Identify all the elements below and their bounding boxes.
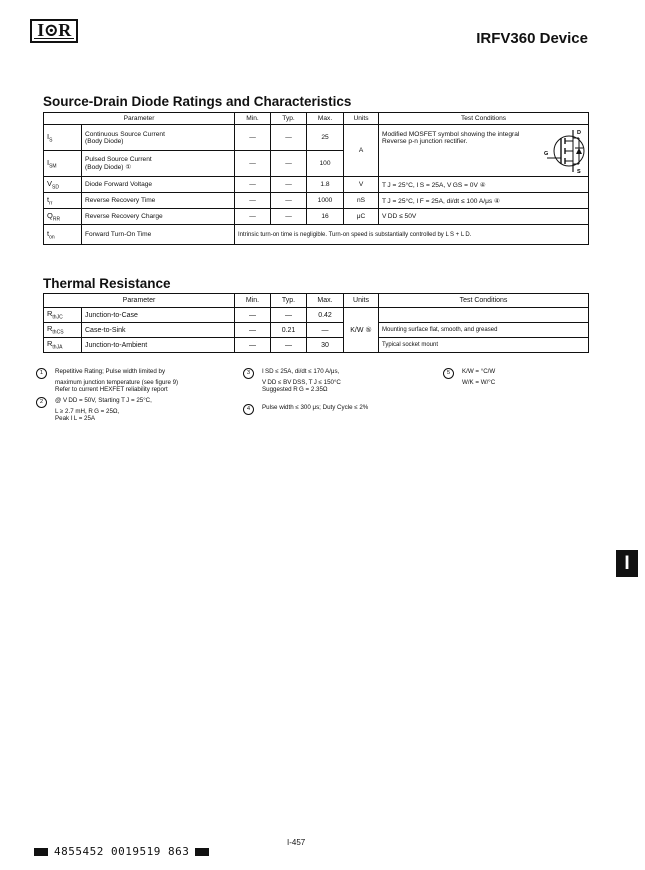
parameter: Junction-to-Ambient (82, 338, 235, 353)
header-max: Max. (307, 113, 344, 125)
header-units: Units (344, 294, 379, 308)
test-condition: V DD ≤ 50V (379, 209, 589, 225)
min-value: — (235, 193, 271, 209)
max-value: 100 (307, 151, 344, 177)
max-value: — (307, 323, 344, 338)
min-value: — (235, 323, 271, 338)
typ-value: — (271, 151, 307, 177)
min-value: — (235, 338, 271, 353)
symbol: $R_{thJC}$ (44, 308, 82, 323)
svg-text:D: D (577, 130, 581, 136)
parameter: Diode Forward Voltage (82, 177, 235, 193)
barcode-block-icon (34, 848, 48, 856)
units-value: K/W ⑤ (344, 308, 379, 353)
max-value: 0.42 (307, 308, 344, 323)
header-max: Max. (307, 294, 344, 308)
header-min: Min. (235, 113, 271, 125)
footnote-3: 3 I SD ≤ 25A, di/dt ≤ 170 A/μs, V DD ≤ BV DSS, T J ≤ 150°C Suggested R G = 2.35Ω (243, 368, 433, 394)
turn-on-note: Intrinsic turn-on time is negligible. Turn-on speed is substantially controlled by L S + L D. (235, 225, 589, 245)
test-condition: Mounting surface flat, smooth, and greased (379, 323, 589, 338)
table-row (44, 338, 589, 353)
symbol: $t_{on}$ (44, 225, 82, 245)
parameter: Reverse Recovery Charge (82, 209, 235, 225)
barcode-text: 4855452 0019519 863 (54, 845, 190, 858)
thermal-table (43, 293, 589, 353)
table-row (44, 308, 589, 323)
units-value: A (344, 125, 379, 177)
header-typ: Typ. (271, 113, 307, 125)
table-row (44, 193, 589, 209)
typ-value: — (271, 338, 307, 353)
thermal-table-header (44, 294, 589, 308)
max-value: 30 (307, 338, 344, 353)
section-tab-marker: I (616, 550, 638, 577)
diode-table-header (44, 113, 589, 125)
footnote-5: 5 K/W = °C/W W/K = W/°C (443, 368, 563, 386)
footnote-4: 4 Pulse width ≤ 300 μs; Duty Cycle ≤ 2% (243, 404, 433, 415)
test-condition: T J = 25°C, I S = 25A, V GS = 0V ④ (379, 177, 589, 193)
max-value: 1.8 (307, 177, 344, 193)
symbol: $t_{rr}$ (44, 193, 82, 209)
symbol: $I_S$ (44, 125, 82, 151)
thermal-section-title: Thermal Resistance (43, 276, 171, 291)
typ-value: — (271, 193, 307, 209)
min-value: — (235, 151, 271, 177)
parameter: Junction-to-Case (82, 308, 235, 323)
parameter: Forward Turn-On Time (82, 225, 235, 245)
header-parameter: Parameter (44, 294, 235, 308)
diode-table (43, 112, 589, 245)
max-value: 16 (307, 209, 344, 225)
mosfet-symbol-icon (543, 128, 585, 174)
device-title: IRFV360 Device (476, 30, 588, 47)
units-value: μC (344, 209, 379, 225)
svg-text:S: S (577, 169, 581, 174)
test-condition: T J = 25°C, I F = 25A, di/dt ≤ 100 A/μs ④ (379, 193, 589, 209)
symbol: $R_{thJA}$ (44, 338, 82, 353)
symbol: $Q_{RR}$ (44, 209, 82, 225)
test-condition (379, 308, 589, 323)
parameter: Case-to-Sink (82, 323, 235, 338)
table-row (44, 225, 589, 245)
page-number: I-457 (287, 838, 306, 847)
header-conditions: Test Conditions (379, 113, 589, 125)
units-value: nS (344, 193, 379, 209)
condition-text: Modified MOSFET symbol showing the integral Reverse p-n junction rectifier. (382, 131, 520, 145)
typ-value: — (271, 209, 307, 225)
parameter: Pulsed Source Current (Body Diode) ① (82, 151, 235, 177)
units-value: V (344, 177, 379, 193)
svg-text:G: G (544, 151, 549, 157)
header-parameter: Parameter (44, 113, 235, 125)
footnote-2: 2 @ V DD = 50V, Starting T J = 25°C, L ≥ 2.7 mH, R G = 25Ω, Peak I L = 25A (36, 397, 236, 423)
max-value: 1000 (307, 193, 344, 209)
parameter: Reverse Recovery Time (82, 193, 235, 209)
header-typ: Typ. (271, 294, 307, 308)
barcode-block-icon (195, 848, 209, 856)
footnote-1: 1 Repetitive Rating; Pulse width limited by maximum junction temperature (see figure 9) Refer to current HEXFET reliability report (36, 368, 236, 394)
min-value: — (235, 308, 271, 323)
parameter: Continuous Source Current (Body Diode) (82, 125, 235, 151)
barcode (28, 845, 215, 858)
symbol: $I_{SM}$ (44, 151, 82, 177)
min-value: — (235, 177, 271, 193)
symbol: $V_{SD}$ (44, 177, 82, 193)
header-min: Min. (235, 294, 271, 308)
header-conditions: Test Conditions (379, 294, 589, 308)
min-value: — (235, 125, 271, 151)
header-units: Units (344, 113, 379, 125)
company-logo: I⊙R (30, 19, 78, 43)
test-condition: Typical socket mount (379, 338, 589, 353)
min-value: — (235, 209, 271, 225)
diode-section-title: Source-Drain Diode Ratings and Characteristics (43, 94, 352, 109)
current-condition (379, 125, 589, 177)
typ-value: 0.21 (271, 323, 307, 338)
table-row (44, 209, 589, 225)
table-row (44, 125, 589, 151)
max-value: 25 (307, 125, 344, 151)
table-row (44, 177, 589, 193)
symbol: $R_{thCS}$ (44, 323, 82, 338)
typ-value: — (271, 125, 307, 151)
table-row (44, 323, 589, 338)
typ-value: — (271, 177, 307, 193)
typ-value: — (271, 308, 307, 323)
